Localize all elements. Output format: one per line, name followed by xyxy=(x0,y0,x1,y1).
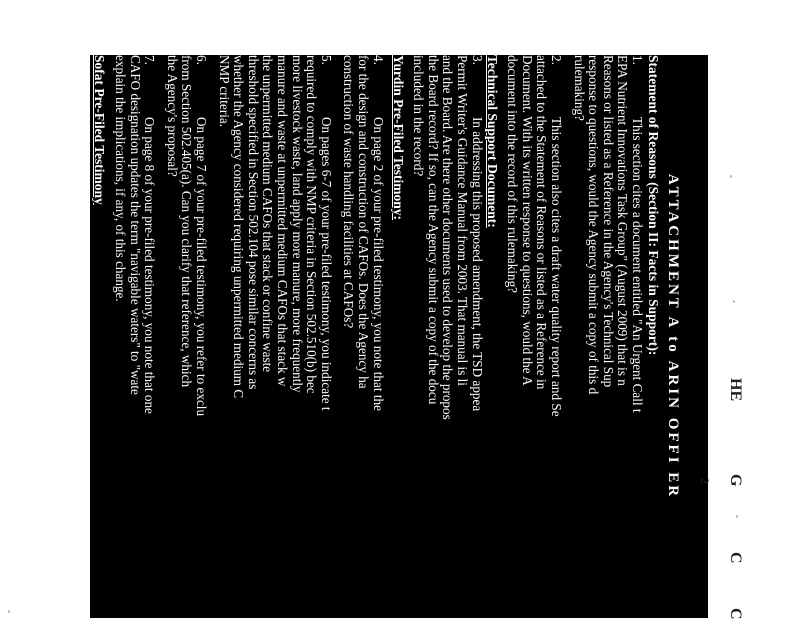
item-line xyxy=(455,55,469,386)
item-number: 7. xyxy=(142,55,158,65)
item-text: more livestock waste, land apply more manure, more frequently xyxy=(289,55,305,393)
item-first-line xyxy=(370,55,384,411)
item-line xyxy=(113,55,127,302)
page-edge-fragment: G xyxy=(727,474,744,487)
rotated-document-page xyxy=(90,55,708,618)
item-first-line xyxy=(194,55,208,416)
item-line xyxy=(586,55,600,394)
scan-speck xyxy=(733,300,735,303)
item-text: rulemaking? xyxy=(571,55,587,121)
item-line xyxy=(304,55,318,394)
item-text: document into the record of this rulemaking? xyxy=(505,55,521,294)
item-text: the Board record? If so, can the Agency submit a copy of the docu xyxy=(425,55,441,405)
item-number: 1. xyxy=(630,55,645,65)
item-number: 6. xyxy=(194,55,209,65)
item-number: 2. xyxy=(549,55,564,65)
item-line xyxy=(260,55,274,372)
item-line xyxy=(519,55,533,386)
item-text: explain the implications, if any, of this change. xyxy=(113,55,128,302)
item-text: threshold specified in Section 502.104 pose similar concerns as xyxy=(245,55,261,390)
item-first-line xyxy=(630,55,644,413)
item-text: for the design and construction of CAFOs. Does the Agency ha xyxy=(356,55,371,389)
item-line xyxy=(127,55,141,395)
item-line xyxy=(275,55,289,386)
item-first-line xyxy=(469,55,483,411)
item-text: In addressing this proposed amendment, the TSD appea xyxy=(469,117,485,412)
item-line xyxy=(425,55,439,404)
page-number: 2 xyxy=(698,478,712,484)
item-first-line xyxy=(142,55,156,414)
page-edge-fragment: C xyxy=(727,552,744,564)
item-line xyxy=(179,55,193,387)
item-text: Document. With its written response to questions, would the A xyxy=(519,55,535,386)
scan-speck xyxy=(730,175,732,178)
section-heading-tsd: Technical Support Document: xyxy=(484,55,500,228)
item-text: Reasons or listed as a Reference in the Agency's Technical Sup xyxy=(600,55,616,388)
item-line xyxy=(505,55,519,293)
item-line xyxy=(600,55,614,387)
item-number: 5. xyxy=(318,55,334,65)
item-text: Permit Writer's Guidance Manual from 2003. That manual is li xyxy=(455,55,470,386)
item-text: On page 2 of your pre-filed testimony, you note that the xyxy=(370,117,386,411)
item-line xyxy=(571,55,585,121)
item-number: 3. xyxy=(469,55,485,65)
page-edge-fragment: HE xyxy=(727,378,744,402)
item-line xyxy=(231,55,245,398)
item-text: On page 8 of your pre-filed testimony, you note that one xyxy=(142,117,158,414)
item-text: attached to the Statement of Reasons or listed as a Reference in xyxy=(534,55,550,390)
item-text: construction of waste handling facilities at CAFOs? xyxy=(341,55,357,329)
item-text: On pages 6-7 of your pre-filed testimony, you indicate t xyxy=(318,117,334,411)
item-number: 4. xyxy=(370,55,386,65)
document-scan-panel xyxy=(90,55,708,618)
item-text: from Section 502.405(a). Can you clarify that reference, which xyxy=(179,55,195,388)
item-line xyxy=(245,55,259,389)
item-line xyxy=(615,55,629,386)
section-heading-yurdin: Yurdin Pre-Filed Testimony: xyxy=(390,55,406,221)
item-text: EPA Nutrient Innovations Task Group" (August 2009) that is n xyxy=(615,55,631,386)
item-line xyxy=(216,55,230,127)
item-text: required to comply with NMP criteria in Section 502.510(b) bec xyxy=(304,55,320,394)
item-line xyxy=(341,55,355,328)
item-line xyxy=(289,55,303,393)
document-title: ATTACHMENT A to ARIN OFFI ER xyxy=(665,173,681,500)
page-edge-fragment: C xyxy=(727,608,744,620)
item-text: manure and waste at unpermitted medium CAFOs that stack w xyxy=(275,55,290,387)
item-line xyxy=(356,55,370,389)
section-heading-statement-of-reasons: Statement of Reasons (Section II: Facts in Support): xyxy=(646,55,661,356)
item-line xyxy=(164,55,178,177)
item-text: the Agency's proposal? xyxy=(164,55,180,177)
item-first-line xyxy=(318,55,332,411)
item-first-line xyxy=(549,55,563,417)
section-heading-sofat: Sofat Pre-Filed Testimony xyxy=(92,55,108,205)
item-text: response to questions, would the Agency submit a copy of this d xyxy=(586,55,602,395)
scan-speck xyxy=(8,610,10,613)
item-text: CAFO designation updates the term "navigable waters" to "wate xyxy=(127,55,143,395)
scan-speck xyxy=(736,515,738,518)
item-line xyxy=(534,55,548,389)
item-text: included in the record? xyxy=(411,55,427,177)
item-text: and the Board. Are there other documents used to develop the propos xyxy=(440,55,456,420)
item-text: This section also cites a draft water quality report and Se xyxy=(549,117,564,417)
item-text: NMP criteria. xyxy=(216,55,232,128)
item-text: the unpermitted medium CAFOs that stack or confine waste xyxy=(260,55,276,373)
item-text: whether the Agency considered requiring unpermitted medium C xyxy=(231,55,247,399)
item-text: On page 7 of your pre-filed testimony, you refer to exclu xyxy=(194,117,209,417)
item-text: This section cites a document entitled "An Urgent Call t xyxy=(630,117,645,413)
item-line xyxy=(440,55,454,420)
item-line xyxy=(411,55,425,176)
